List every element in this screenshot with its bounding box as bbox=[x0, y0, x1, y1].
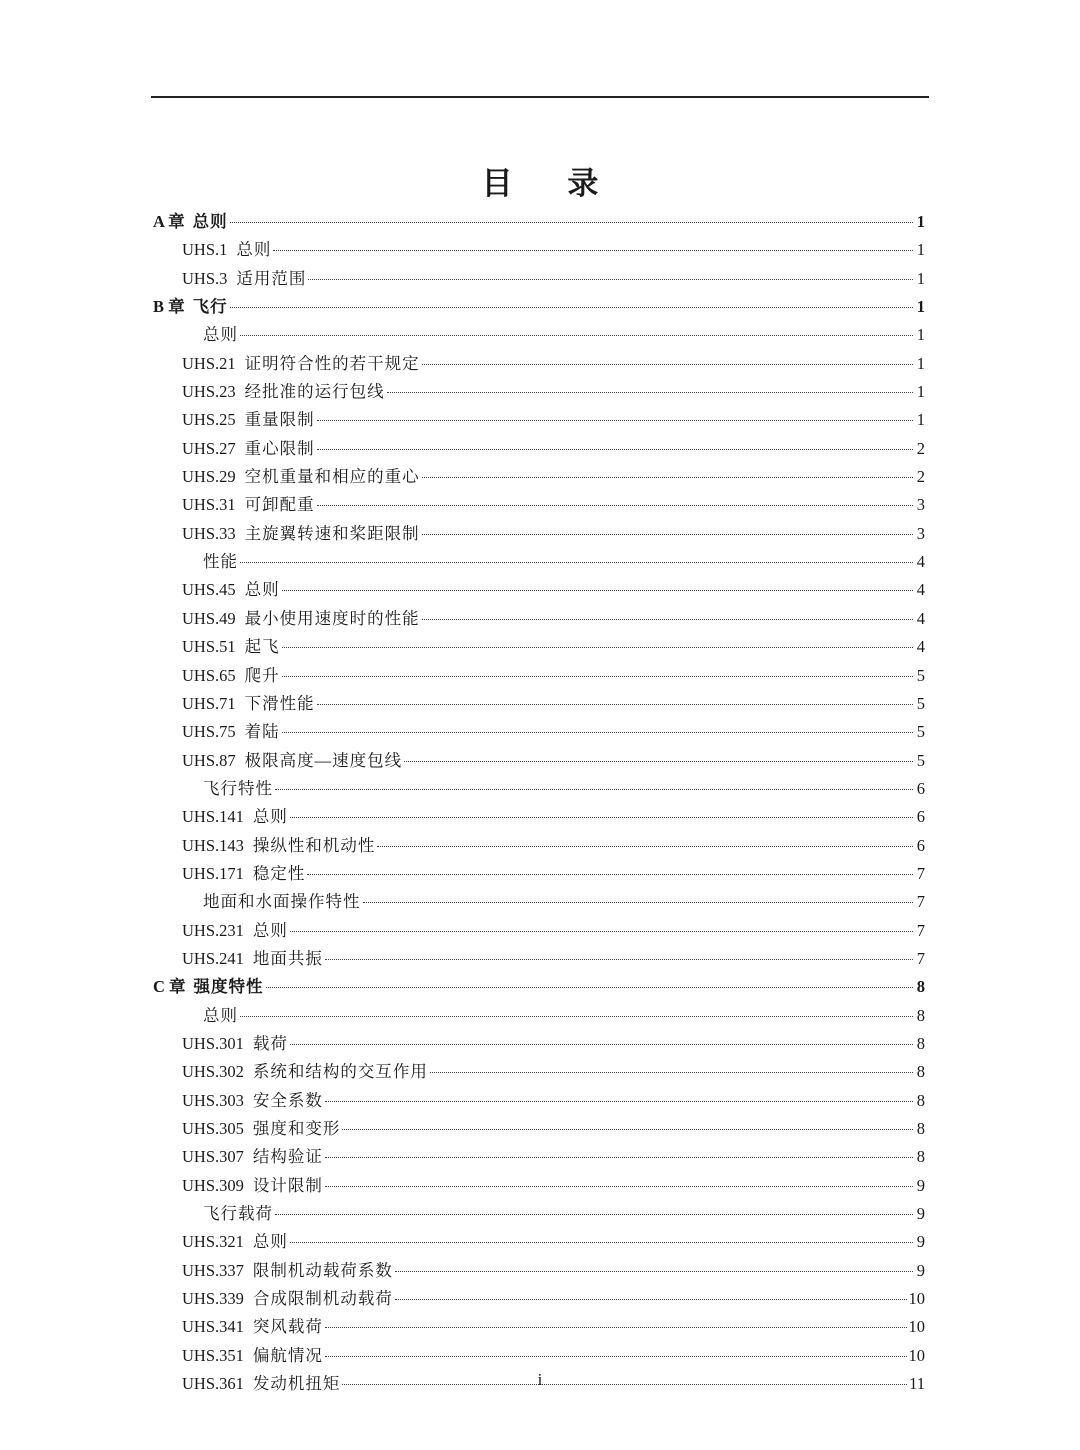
toc-entry[interactable] bbox=[153, 860, 925, 888]
toc-entry-code: UHS.337 bbox=[182, 1260, 244, 1280]
toc-entry[interactable] bbox=[153, 633, 925, 661]
toc-entry-label bbox=[182, 633, 280, 661]
dot-leader bbox=[422, 364, 913, 365]
toc-entry-page: 7 bbox=[916, 920, 925, 940]
toc-entry-title: 地面和水面操作特性 bbox=[203, 892, 361, 912]
toc-entry-page: 2 bbox=[916, 438, 925, 458]
toc-entry-page: 8 bbox=[916, 1062, 925, 1082]
toc-entry-code: UHS.27 bbox=[182, 438, 236, 458]
toc-entry-title: 着陆 bbox=[244, 722, 280, 742]
toc-entry-title: 适用范围 bbox=[236, 268, 307, 288]
toc-entry-label bbox=[182, 406, 315, 434]
toc-entry-page: 1 bbox=[916, 297, 925, 317]
dot-leader bbox=[430, 1072, 913, 1073]
toc-entry-title: 爬升 bbox=[244, 665, 280, 685]
toc-entry-page: 5 bbox=[916, 693, 925, 713]
toc-entry-code: UHS.71 bbox=[182, 693, 236, 713]
toc-entry-label bbox=[182, 576, 280, 604]
toc-entry-title: 空机重量和相应的重心 bbox=[244, 467, 420, 487]
toc-entry-label bbox=[182, 1285, 393, 1313]
toc-entry[interactable] bbox=[153, 832, 925, 860]
toc-entry-page: 10 bbox=[908, 1317, 925, 1337]
toc-entry-title: 结构验证 bbox=[252, 1147, 323, 1167]
toc-entry-code: UHS.361 bbox=[182, 1374, 244, 1394]
toc-entry-title: 合成限制机动载荷 bbox=[252, 1289, 393, 1309]
toc-entry-label bbox=[203, 1200, 273, 1228]
table-of-contents bbox=[153, 208, 925, 1398]
dot-leader bbox=[395, 1271, 913, 1272]
toc-entry-code: UHS.302 bbox=[182, 1062, 244, 1082]
toc-entry-title: 下滑性能 bbox=[244, 693, 315, 713]
toc-entry-page: 7 bbox=[916, 892, 925, 912]
toc-entry-title: 强度和变形 bbox=[252, 1119, 341, 1138]
dot-leader bbox=[240, 335, 913, 336]
dot-leader bbox=[422, 619, 913, 620]
toc-entry[interactable] bbox=[153, 1143, 925, 1171]
toc-entry-page: 9 bbox=[916, 1175, 925, 1195]
dot-leader bbox=[282, 732, 913, 733]
toc-entry-page: 4 bbox=[916, 637, 925, 657]
toc-entry-label bbox=[203, 1002, 238, 1030]
toc-entry[interactable] bbox=[153, 605, 925, 633]
toc-entry-page: 5 bbox=[916, 665, 925, 685]
dot-leader bbox=[325, 1356, 907, 1357]
toc-entry-label bbox=[182, 1115, 340, 1143]
toc-entry-title: 性能 bbox=[203, 552, 238, 572]
toc-entry-label bbox=[182, 718, 280, 746]
toc-entry-code: UHS.351 bbox=[182, 1345, 244, 1365]
toc-entry-title: 突风载荷 bbox=[252, 1317, 323, 1337]
toc-entry-label bbox=[153, 208, 228, 236]
dot-leader bbox=[240, 562, 913, 563]
toc-section-heading[interactable] bbox=[153, 888, 925, 916]
toc-entry-code: UHS.45 bbox=[182, 580, 236, 600]
toc-entry-code: UHS.51 bbox=[182, 637, 236, 657]
toc-entry-title: 飞行特性 bbox=[203, 778, 273, 798]
toc-entry[interactable] bbox=[153, 1030, 925, 1058]
toc-entry[interactable] bbox=[153, 945, 925, 973]
toc-entry-label bbox=[182, 747, 402, 775]
toc-entry-page: 1 bbox=[916, 268, 925, 288]
toc-entry-title: 主旋翼转速和桨距限制 bbox=[244, 523, 420, 543]
toc-entry[interactable] bbox=[153, 406, 925, 434]
toc-entry-code: A 章 bbox=[153, 212, 185, 231]
dot-leader bbox=[273, 250, 913, 251]
toc-entry-title: 发动机扭矩 bbox=[252, 1374, 341, 1394]
toc-entry[interactable] bbox=[153, 1285, 925, 1313]
toc-entry[interactable] bbox=[153, 1115, 925, 1143]
toc-entry-label bbox=[182, 1257, 393, 1285]
dot-leader bbox=[342, 1129, 913, 1130]
toc-entry-label bbox=[182, 832, 375, 860]
toc-section-heading[interactable] bbox=[153, 1002, 925, 1030]
toc-entry-title: 限制机动载荷系数 bbox=[252, 1260, 393, 1280]
toc-entry-code: UHS.241 bbox=[182, 948, 244, 968]
dot-leader bbox=[422, 477, 913, 478]
toc-entry[interactable] bbox=[153, 662, 925, 690]
page-number: i bbox=[537, 1370, 543, 1389]
toc-entry-code: UHS.141 bbox=[182, 807, 244, 827]
dot-leader bbox=[377, 846, 913, 847]
toc-entry-code: UHS.87 bbox=[182, 750, 236, 770]
toc-entry-title: 偏航情况 bbox=[252, 1345, 323, 1365]
toc-entry-page: 9 bbox=[916, 1260, 925, 1280]
toc-entry-code: UHS.231 bbox=[182, 920, 244, 940]
toc-entry-label bbox=[182, 690, 315, 718]
toc-entry-title: 强度特性 bbox=[193, 977, 264, 997]
toc-entry-label bbox=[182, 1143, 323, 1171]
dot-leader bbox=[317, 420, 913, 421]
toc-entry[interactable] bbox=[153, 491, 925, 519]
dot-leader bbox=[282, 590, 913, 591]
toc-entry-page: 1 bbox=[916, 212, 925, 231]
dot-leader bbox=[422, 534, 913, 535]
toc-entry-code: UHS.321 bbox=[182, 1232, 244, 1252]
toc-entry-label bbox=[182, 1058, 428, 1086]
toc-entry-label bbox=[153, 973, 264, 1001]
toc-entry-page: 7 bbox=[916, 863, 925, 883]
toc-entry-page: 8 bbox=[916, 977, 925, 997]
toc-entry-label bbox=[182, 803, 288, 831]
toc-entry-label bbox=[182, 605, 420, 633]
toc-entry-code: UHS.307 bbox=[182, 1147, 244, 1167]
dot-leader bbox=[395, 1299, 907, 1300]
toc-entry-title: 稳定性 bbox=[252, 863, 306, 883]
toc-entry[interactable] bbox=[153, 378, 925, 406]
toc-entry-code: UHS.339 bbox=[182, 1289, 244, 1309]
toc-entry-title: 经批准的运行包线 bbox=[244, 382, 385, 402]
toc-entry[interactable] bbox=[153, 576, 925, 604]
dot-leader bbox=[325, 1186, 913, 1187]
toc-entry-code: B 章 bbox=[153, 297, 185, 317]
toc-chapter-entry[interactable] bbox=[153, 293, 925, 321]
dot-leader bbox=[282, 647, 913, 648]
toc-entry-label bbox=[182, 860, 305, 888]
toc-entry-page: 3 bbox=[916, 523, 925, 543]
toc-entry-page: 5 bbox=[916, 750, 925, 770]
toc-entry-code: UHS.25 bbox=[182, 410, 236, 430]
toc-entry[interactable] bbox=[153, 236, 925, 264]
toc-entry-label bbox=[153, 293, 228, 321]
toc-entry-title: 总则 bbox=[236, 240, 272, 260]
toc-entry-title: 飞行载荷 bbox=[203, 1204, 273, 1224]
toc-entry-code: UHS.301 bbox=[182, 1033, 244, 1053]
toc-entry-page: 6 bbox=[916, 835, 925, 855]
toc-entry-title: 最小使用速度时的性能 bbox=[244, 608, 420, 628]
toc-entry[interactable] bbox=[153, 917, 925, 945]
toc-entry-page: 6 bbox=[916, 807, 925, 827]
toc-entry-title: 总则 bbox=[203, 1005, 238, 1025]
dot-leader bbox=[325, 959, 913, 960]
toc-entry[interactable] bbox=[153, 747, 925, 775]
toc-entry[interactable] bbox=[153, 803, 925, 831]
toc-entry[interactable] bbox=[153, 718, 925, 746]
dot-leader bbox=[290, 817, 913, 818]
toc-entry-page: 1 bbox=[916, 353, 925, 373]
dot-leader bbox=[230, 222, 913, 223]
toc-entry-code: UHS.303 bbox=[182, 1090, 244, 1110]
toc-entry-title: 总则 bbox=[244, 580, 280, 600]
toc-entry-title: 载荷 bbox=[252, 1033, 288, 1053]
toc-section-heading[interactable] bbox=[153, 1200, 925, 1228]
toc-entry-page: 11 bbox=[909, 1374, 925, 1394]
toc-entry-page: 8 bbox=[916, 1090, 925, 1110]
toc-entry-title: 地面共振 bbox=[252, 948, 323, 968]
toc-entry-label bbox=[182, 1172, 323, 1200]
toc-chapter-entry[interactable] bbox=[153, 208, 925, 236]
toc-entry-label bbox=[203, 775, 273, 803]
toc-entry-page: 6 bbox=[916, 778, 925, 798]
toc-section-heading[interactable] bbox=[153, 321, 925, 349]
toc-entry-title: 起飞 bbox=[244, 637, 280, 657]
toc-entry-title: 飞行 bbox=[192, 297, 228, 317]
dot-leader bbox=[290, 1242, 913, 1243]
toc-entry-code: UHS.309 bbox=[182, 1175, 244, 1195]
toc-entry-code: UHS.49 bbox=[182, 608, 236, 628]
toc-entry-label bbox=[182, 1342, 323, 1370]
toc-entry-title: 设计限制 bbox=[252, 1175, 323, 1195]
toc-entry-page: 1 bbox=[916, 240, 925, 260]
dot-leader bbox=[275, 1214, 913, 1215]
toc-entry-page: 2 bbox=[916, 467, 925, 487]
toc-entry-title: 极限高度—速度包线 bbox=[244, 750, 403, 770]
toc-entry-page: 7 bbox=[916, 948, 925, 968]
toc-entry-page: 10 bbox=[908, 1345, 925, 1365]
toc-entry-page: 8 bbox=[916, 1119, 925, 1138]
toc-entry-code: UHS.305 bbox=[182, 1119, 244, 1138]
dot-leader bbox=[240, 1016, 913, 1017]
toc-entry-code: UHS.21 bbox=[182, 353, 236, 373]
dot-leader bbox=[290, 1044, 913, 1045]
toc-entry[interactable] bbox=[153, 350, 925, 378]
dot-leader bbox=[317, 505, 913, 506]
toc-entry-page: 3 bbox=[916, 495, 925, 515]
dot-leader bbox=[317, 449, 913, 450]
toc-entry-label bbox=[182, 463, 420, 491]
toc-entry-page: 8 bbox=[916, 1005, 925, 1025]
toc-entry-title: 重心限制 bbox=[244, 438, 315, 458]
dot-leader bbox=[266, 987, 913, 988]
dot-leader bbox=[275, 789, 913, 790]
toc-entry-label bbox=[182, 662, 280, 690]
toc-entry-title: 总则 bbox=[252, 920, 288, 940]
toc-entry-title: 可卸配重 bbox=[244, 495, 315, 515]
toc-entry-label bbox=[182, 1087, 323, 1115]
toc-entry-title: 总则 bbox=[192, 212, 228, 231]
toc-entry-code: UHS.143 bbox=[182, 835, 244, 855]
toc-entry-code: UHS.3 bbox=[182, 268, 228, 288]
toc-entry-title: 总则 bbox=[203, 325, 238, 345]
dot-leader bbox=[308, 279, 913, 280]
toc-entry-page: 8 bbox=[916, 1033, 925, 1053]
dot-leader bbox=[325, 1327, 907, 1328]
toc-entry-title: 证明符合性的若干规定 bbox=[244, 353, 420, 373]
toc-entry[interactable] bbox=[153, 1257, 925, 1285]
toc-entry[interactable] bbox=[153, 1342, 925, 1370]
toc-entry[interactable] bbox=[153, 435, 925, 463]
toc-entry[interactable] bbox=[153, 690, 925, 718]
toc-entry-label bbox=[182, 435, 315, 463]
toc-section-heading[interactable] bbox=[153, 548, 925, 576]
toc-entry-code: C 章 bbox=[153, 977, 186, 997]
header-rule bbox=[151, 96, 929, 98]
toc-entry-label bbox=[203, 548, 238, 576]
page-title: 目 录 bbox=[481, 166, 621, 202]
toc-section-heading[interactable] bbox=[153, 775, 925, 803]
toc-entry-label bbox=[182, 491, 315, 519]
toc-entry-code: UHS.341 bbox=[182, 1317, 244, 1337]
dot-leader bbox=[404, 761, 913, 762]
toc-entry-title: 系统和结构的交互作用 bbox=[252, 1062, 428, 1082]
toc-entry-label bbox=[182, 350, 420, 378]
toc-entry-label bbox=[182, 1313, 323, 1341]
dot-leader bbox=[290, 931, 913, 932]
dot-leader bbox=[282, 676, 913, 677]
toc-entry-page: 10 bbox=[908, 1289, 925, 1309]
toc-entry-page: 1 bbox=[916, 325, 925, 345]
toc-entry-label bbox=[182, 265, 306, 293]
toc-entry-label bbox=[203, 888, 361, 916]
dot-leader bbox=[325, 1157, 913, 1158]
toc-entry[interactable] bbox=[153, 1172, 925, 1200]
toc-entry[interactable] bbox=[153, 463, 925, 491]
toc-entry-page: 4 bbox=[916, 608, 925, 628]
toc-entry-page: 1 bbox=[916, 410, 925, 430]
toc-entry[interactable] bbox=[153, 265, 925, 293]
toc-entry-code: UHS.23 bbox=[182, 382, 236, 402]
dot-leader bbox=[325, 1101, 913, 1102]
toc-entry-label bbox=[182, 378, 385, 406]
toc-entry-label bbox=[182, 236, 271, 264]
toc-entry-label bbox=[182, 945, 323, 973]
toc-entry-label bbox=[182, 520, 420, 548]
toc-entry-page: 5 bbox=[916, 722, 925, 742]
toc-entry-label bbox=[182, 917, 288, 945]
toc-entry-page: 9 bbox=[916, 1204, 925, 1224]
dot-leader bbox=[363, 902, 914, 903]
toc-entry-code: UHS.33 bbox=[182, 523, 236, 543]
toc-entry-title: 操纵性和机动性 bbox=[252, 835, 376, 855]
toc-entry-code: UHS.65 bbox=[182, 665, 236, 685]
toc-entry-code: UHS.171 bbox=[182, 863, 244, 883]
toc-entry-label bbox=[203, 321, 238, 349]
toc-entry-title: 安全系数 bbox=[252, 1090, 323, 1110]
toc-entry-page: 8 bbox=[916, 1147, 925, 1167]
toc-entry-label bbox=[182, 1228, 288, 1256]
toc-entry-title: 总则 bbox=[252, 807, 288, 827]
toc-entry-label bbox=[182, 1030, 288, 1058]
dot-leader bbox=[317, 704, 913, 705]
toc-entry-page: 9 bbox=[916, 1232, 925, 1252]
toc-entry[interactable] bbox=[153, 1228, 925, 1256]
toc-entry-code: UHS.29 bbox=[182, 467, 236, 487]
toc-entry-page: 1 bbox=[916, 382, 925, 402]
toc-entry-code: UHS.31 bbox=[182, 495, 236, 515]
toc-entry-title: 重量限制 bbox=[244, 410, 315, 430]
dot-leader bbox=[387, 392, 913, 393]
toc-entry[interactable] bbox=[153, 1087, 925, 1115]
toc-entry[interactable] bbox=[153, 1313, 925, 1341]
toc-chapter-entry[interactable] bbox=[153, 973, 925, 1001]
toc-entry-page: 4 bbox=[916, 580, 925, 600]
dot-leader bbox=[230, 307, 913, 308]
toc-entry[interactable] bbox=[153, 520, 925, 548]
dot-leader bbox=[307, 874, 913, 875]
toc-entry-code: UHS.75 bbox=[182, 722, 236, 742]
toc-entry-title: 总则 bbox=[252, 1232, 288, 1252]
toc-entry[interactable] bbox=[153, 1058, 925, 1086]
toc-entry-code: UHS.1 bbox=[182, 240, 228, 260]
toc-entry-page: 4 bbox=[916, 552, 925, 572]
